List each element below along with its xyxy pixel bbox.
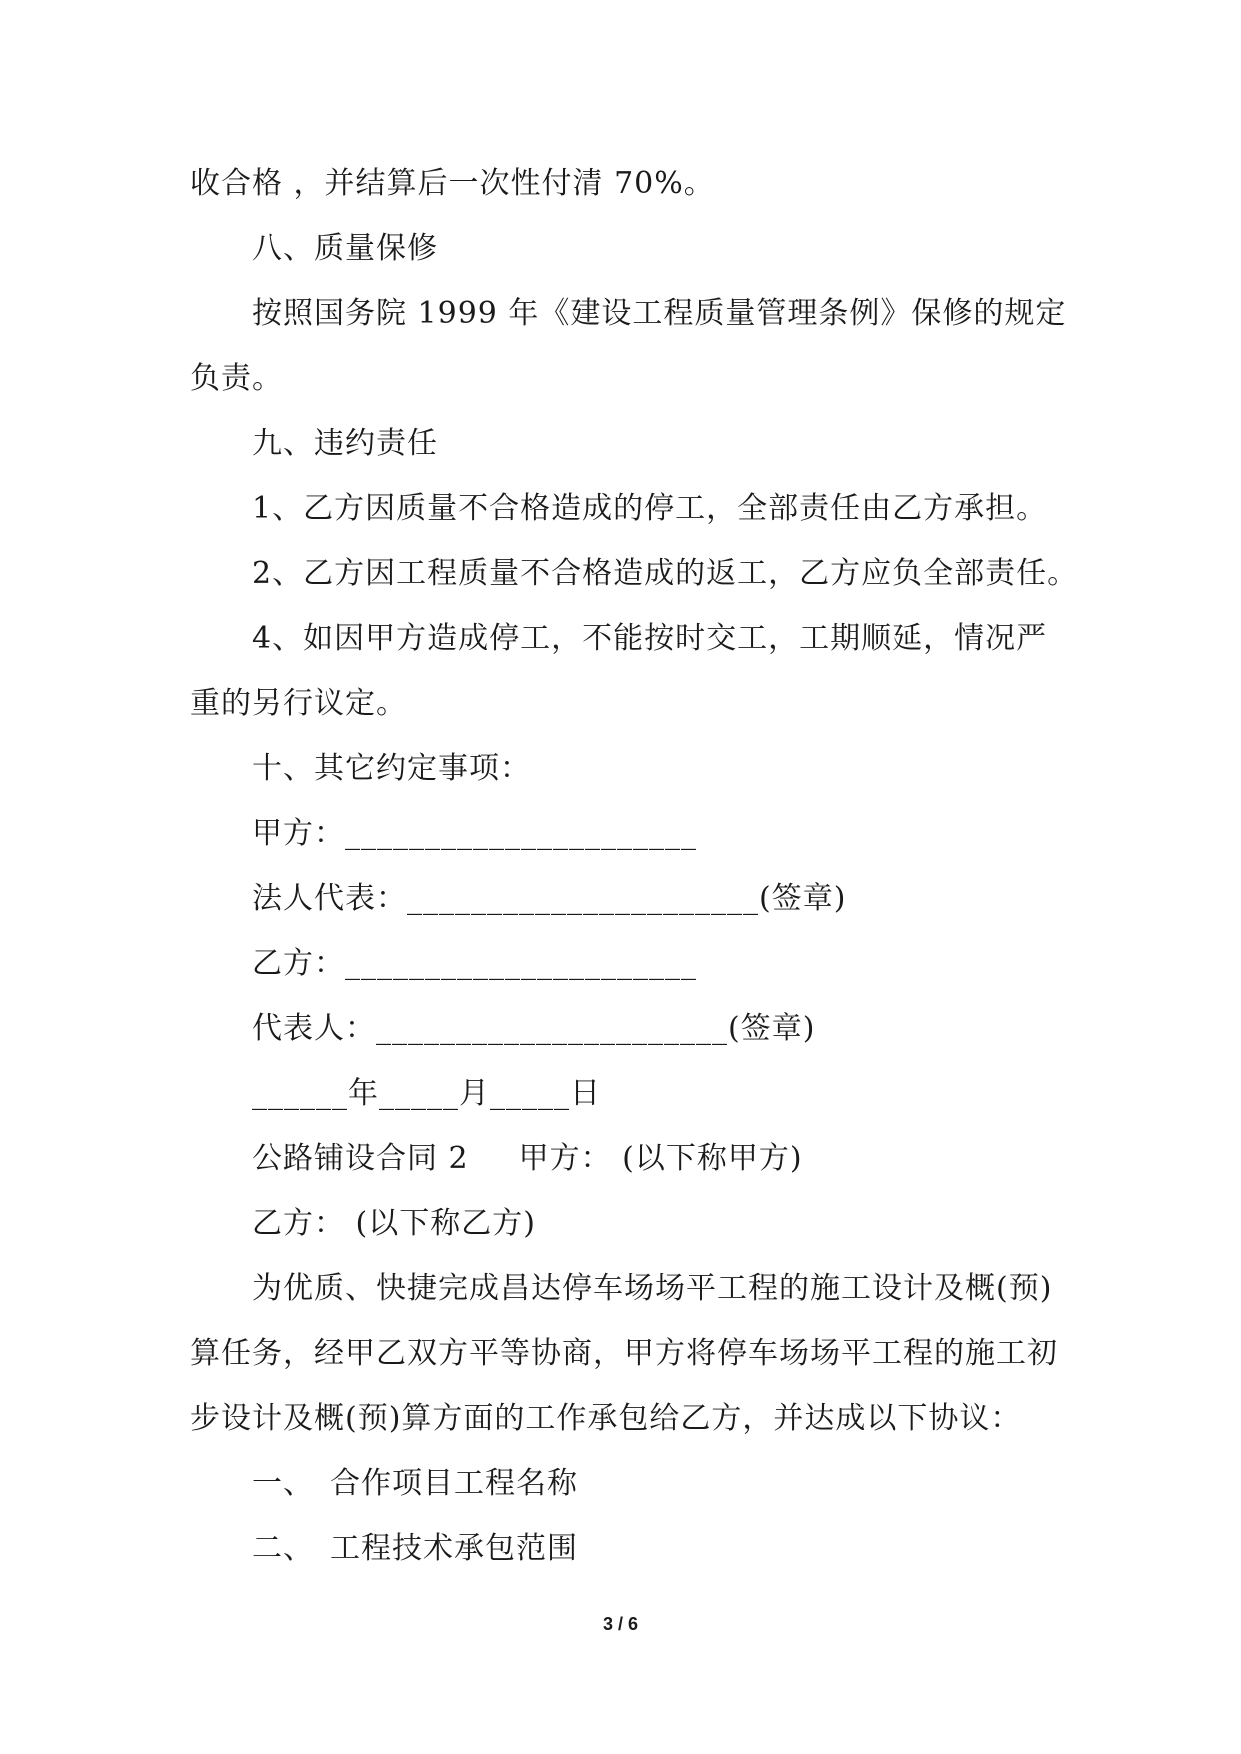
clause-1-stoppage: 1、乙方因质量不合格造成的停工，全部责任由乙方承担。 [252,491,1048,526]
section-heading-other-matters: 十、其它约定事项： [252,751,531,786]
section-1-number: 一、 [252,1466,314,1501]
contract-2-title: 公路铺设合同 2 [252,1141,469,1176]
contract-2-section-1 [252,1464,578,1504]
section-1-title: 合作项目工程名称 [330,1466,578,1501]
signature-representative: 代表人：______________________(签章) [252,1011,816,1046]
paragraph-warranty-text: 按照国务院 1999 年《建设工程质量管理条例》保修的规定 [252,296,1067,331]
section-2-title: 工程技术承包范围 [330,1531,578,1566]
contract-2-party-a: 甲方： (以下称甲方) [518,1141,803,1176]
contract-2-party-b: 乙方： (以下称乙方) [252,1206,536,1241]
section-heading-breach-liability: 九、违约责任 [252,426,438,461]
contract-2-header [252,1139,803,1179]
clause-4-continued: 重的另行议定。 [190,686,407,721]
contract-2-preamble-line-2: 算任务，经甲乙双方平等协商，甲方将停车场场平工程的施工初 [190,1336,1058,1371]
page-number: 3 / 6 [602,1614,639,1634]
section-2-number: 二、 [252,1531,314,1566]
signature-legal-representative: 法人代表：______________________(签章) [252,881,847,916]
paragraph-payment-continuation: 收合格 ，并结算后一次性付清 70%。 [190,166,715,201]
contract-2-section-2 [252,1529,578,1569]
section-heading-quality-warranty: 八、质量保修 [252,231,438,266]
signature-party-a: 甲方：______________________ [252,816,697,851]
signature-date: ______年_____月_____日 [252,1076,601,1111]
paragraph-warranty-text-continued: 负责。 [190,361,283,396]
clause-4-party-a-delay: 4、如因甲方造成停工，不能按时交工，工期顺延，情况严 [252,621,1048,656]
signature-party-b: 乙方：______________________ [252,946,697,981]
contract-2-preamble-line-3: 步设计及概(预)算方面的工作承包给乙方，并达成以下协议： [190,1401,1022,1436]
clause-2-rework: 2、乙方因工程质量不合格造成的返工，乙方应负全部责任。 [252,556,1079,591]
contract-2-preamble: 为优质、快捷完成昌达停车场场平工程的施工设计及概(预) [252,1271,1053,1306]
